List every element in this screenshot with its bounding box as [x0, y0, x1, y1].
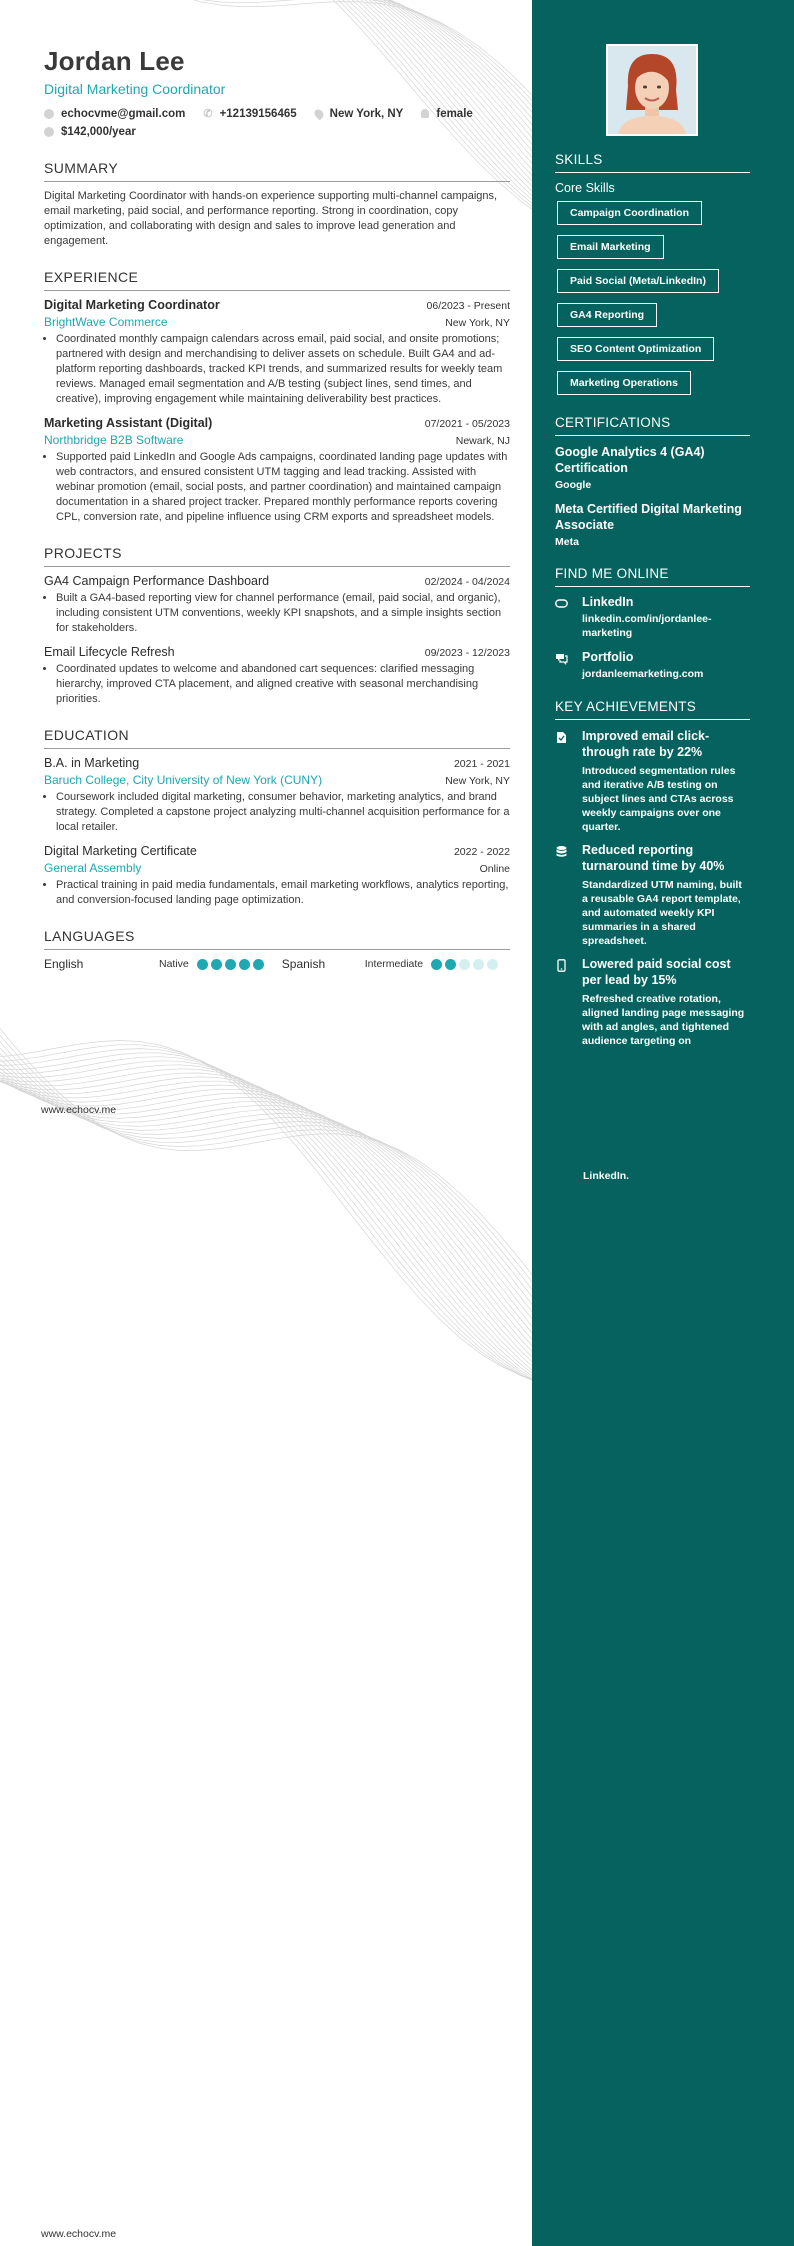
email-icon — [44, 109, 54, 119]
education-bullet: • Coursework included digital marketing, consumer behavior, marketing analytics, and brand strategy. Completed a capstone project analyzing multi-channel acquisition performance for a local retailer. — [56, 790, 510, 835]
footer-url[interactable]: www.echocv.me — [41, 2228, 117, 2240]
education-dates: 2022 - 2022 — [453, 846, 510, 858]
wave-line — [0, 1045, 532, 1388]
wave-line — [0, 1038, 532, 1347]
person-icon — [421, 109, 429, 118]
contact-phone[interactable] — [203, 107, 296, 120]
project-name: Email Lifecycle Refresh — [44, 645, 175, 659]
certification-issuer: Meta — [555, 536, 579, 548]
wave-line — [0, 1018, 532, 1325]
project-dates: 09/2023 - 12/2023 — [424, 647, 510, 659]
candidate-title: Digital Marketing Coordinator — [44, 81, 226, 97]
skill-tag: SEO Content Optimization — [557, 337, 714, 361]
job-dates: 07/2021 - 05/2023 — [424, 418, 510, 430]
skill-tag: Marketing Operations — [557, 371, 691, 395]
education-dates: 2021 - 2021 — [453, 758, 510, 770]
contact-salary-text: $142,000/year — [61, 126, 136, 138]
job-bullet: • Coordinated monthly campaign calendars across email, paid social, and onsite promotions; partnered with design and merchandising to deliver assets on schedule. Built GA4 and ad-platform reporting dashboards, tracked KPI trends, and summarized results for weekly team reviews. Managed email segmentation and A/B testing (subject lines, send times, and creative), improving engagement while maintaining deliverability best practices. — [56, 332, 510, 407]
certification-name: Meta Certified Digital Marketing Associate — [555, 502, 742, 532]
languages-heading: LANGUAGES — [44, 928, 510, 950]
phone-icon: ✆ — [203, 108, 213, 120]
online-value[interactable]: linkedin.com/in/jordanlee-marketing — [582, 613, 712, 639]
phone-device-icon — [555, 959, 568, 972]
experience-item — [44, 416, 510, 525]
contact-email[interactable] — [44, 107, 185, 120]
skill-list — [555, 201, 750, 405]
education-degree: B.A. in Marketing — [44, 756, 140, 770]
online-label: LinkedIn — [582, 595, 634, 609]
job-location: Newark, NJ — [455, 435, 510, 447]
achievements-heading: KEY ACHIEVEMENTS — [555, 699, 750, 720]
project-item — [44, 645, 510, 707]
online-item-portfolio[interactable] — [555, 650, 750, 681]
language-level: Intermediate — [364, 958, 424, 970]
project-bullet: • Built a GA4-based reporting view for channel performance (email, paid social, and organic), including consistent UTM conventions, weekly KPI snapshots, and a simple insights section for stakeholders. — [56, 591, 510, 636]
projects-heading: PROJECTS — [44, 545, 510, 567]
experience-heading: EXPERIENCE — [44, 269, 510, 291]
online-heading: FIND ME ONLINE — [555, 566, 750, 587]
achievement-title: Improved email click-through rate by 22% — [582, 729, 710, 759]
achievement-item — [555, 956, 750, 1048]
rating-dot-filled — [431, 959, 442, 970]
education-school: Baruch College, City University of New York (CUNY) — [44, 773, 323, 787]
education-heading: EDUCATION — [44, 727, 510, 749]
project-bullet: • Coordinated updates to welcome and abandoned cart sequences: clarified messaging hierarchy, improved CTA placement, and aligned creative with seasonal merchandising priorities. — [56, 662, 510, 707]
contact-email-text: echocvme@gmail.com — [61, 107, 186, 120]
certification-name: Google Analytics 4 (GA4) Certification — [555, 445, 705, 475]
rating-dot-empty — [473, 959, 484, 970]
job-dates: 06/2023 - Present — [426, 300, 510, 312]
achievement-item — [555, 842, 750, 948]
project-dates: 02/2024 - 04/2024 — [424, 576, 510, 588]
salary-icon — [44, 127, 54, 137]
online-item-linkedin[interactable] — [555, 595, 750, 640]
contact-location-text: New York, NY — [329, 107, 404, 120]
summary-heading: SUMMARY — [44, 160, 510, 182]
profile-photo — [606, 44, 698, 136]
skill-tag: Paid Social (Meta/LinkedIn) — [557, 269, 719, 293]
job-company: BrightWave Commerce — [44, 315, 168, 329]
language-rating — [197, 959, 264, 970]
linkedin-icon — [555, 597, 568, 610]
job-role: Marketing Assistant (Digital) — [44, 416, 213, 430]
language-rating — [431, 959, 498, 970]
rating-dot-filled — [197, 959, 208, 970]
achievement-title: Reduced reporting turnaround time by 40% — [582, 843, 725, 873]
language-name: Spanish — [281, 957, 326, 971]
rating-dot-filled — [239, 959, 250, 970]
job-company: Northbridge B2B Software — [44, 433, 184, 447]
certifications-heading: CERTIFICATIONS — [555, 415, 750, 436]
rating-dot-filled — [225, 959, 236, 970]
footer-url[interactable]: www.echocv.me — [41, 1104, 117, 1116]
contact-salary — [44, 126, 136, 138]
contact-list — [44, 107, 510, 138]
skill-tag: Email Marketing — [557, 235, 664, 259]
wave-line — [0, 1011, 532, 1318]
online-label: Portfolio — [582, 650, 634, 664]
candidate-name: Jordan Lee — [44, 46, 185, 76]
portfolio-icon — [555, 652, 568, 665]
experience-item — [44, 298, 510, 407]
database-icon — [555, 845, 568, 858]
rating-dot-empty — [459, 959, 470, 970]
main-column — [44, 40, 510, 971]
achievement-desc-continued: LinkedIn. — [583, 1170, 630, 1182]
contact-phone-text: +12139156465 — [219, 107, 297, 120]
online-value[interactable]: jordanleemarketing.com — [582, 668, 704, 680]
rating-dot-filled — [211, 959, 222, 970]
education-item — [44, 844, 510, 908]
education-location: Online — [479, 863, 510, 875]
wave-line — [0, 1025, 532, 1333]
achievement-item — [555, 728, 750, 834]
job-location: New York, NY — [445, 317, 510, 329]
job-bullet: • Supported paid LinkedIn and Google Ads campaigns, coordinated landing page updates with web contractors, and ensured consistent UTM tagging and lead tracking. Assisted with webinar promotion (email, social posts, and partner coordination) and maintained campaign documentation in a shared project tracker. Prepared monthly performance reports covering CPL, conversion rate, and pipeline influence using CRM exports and spreadsheet models. — [56, 450, 510, 525]
language-name: English — [44, 957, 84, 971]
project-name: GA4 Campaign Performance Dashboard — [44, 574, 270, 588]
job-role: Digital Marketing Coordinator — [44, 298, 220, 312]
achievement-desc: Standardized UTM naming, built a reusable GA4 report template, and automated weekly KPI summaries in a shared spreadsheet. — [582, 879, 742, 947]
rating-dot-empty — [487, 959, 498, 970]
contact-gender — [421, 107, 472, 120]
summary-text: Digital Marketing Coordinator with hands-on experience supporting multi-channel campaigns, email marketing, paid social, and performance reporting. Strong in coordination, copy optimization, and collaborating with design and sales to improve lead generation and engagement. — [44, 190, 498, 247]
skill-tag: GA4 Reporting — [557, 303, 657, 327]
language-list — [44, 957, 510, 971]
certification-issuer: Google — [555, 479, 592, 491]
skills-group-label: Core Skills — [555, 181, 615, 195]
location-icon — [312, 107, 325, 120]
contact-gender-text: female — [436, 107, 473, 120]
wave-line — [0, 1072, 532, 1391]
education-school: General Assembly — [44, 861, 142, 875]
document-icon — [555, 731, 568, 744]
education-item — [44, 756, 510, 835]
rating-dot-filled — [445, 959, 456, 970]
language-level: Native — [159, 958, 189, 970]
skills-heading: SKILLS — [555, 152, 750, 173]
achievement-title: Lowered paid social cost per lead by 15% — [582, 957, 731, 987]
skill-tag: Campaign Coordination — [557, 201, 702, 225]
sidebar-column — [555, 152, 750, 1056]
rating-dot-filled — [253, 959, 264, 970]
education-location: New York, NY — [445, 775, 510, 787]
project-item — [44, 574, 510, 636]
achievement-desc: Refreshed creative rotation, aligned landing page messaging with ad angles, and tightened audience targeting on — [582, 993, 745, 1047]
education-degree: Digital Marketing Certificate — [44, 844, 197, 858]
education-bullet: • Practical training in paid media fundamentals, email marketing workflows, analytics reporting, and conversion-focused landing page optimization. — [56, 878, 510, 908]
contact-location — [315, 107, 404, 120]
achievement-desc: Introduced segmentation rules and iterative A/B testing on subject lines and CTAs across weekly campaigns over one quarter. — [582, 765, 736, 833]
